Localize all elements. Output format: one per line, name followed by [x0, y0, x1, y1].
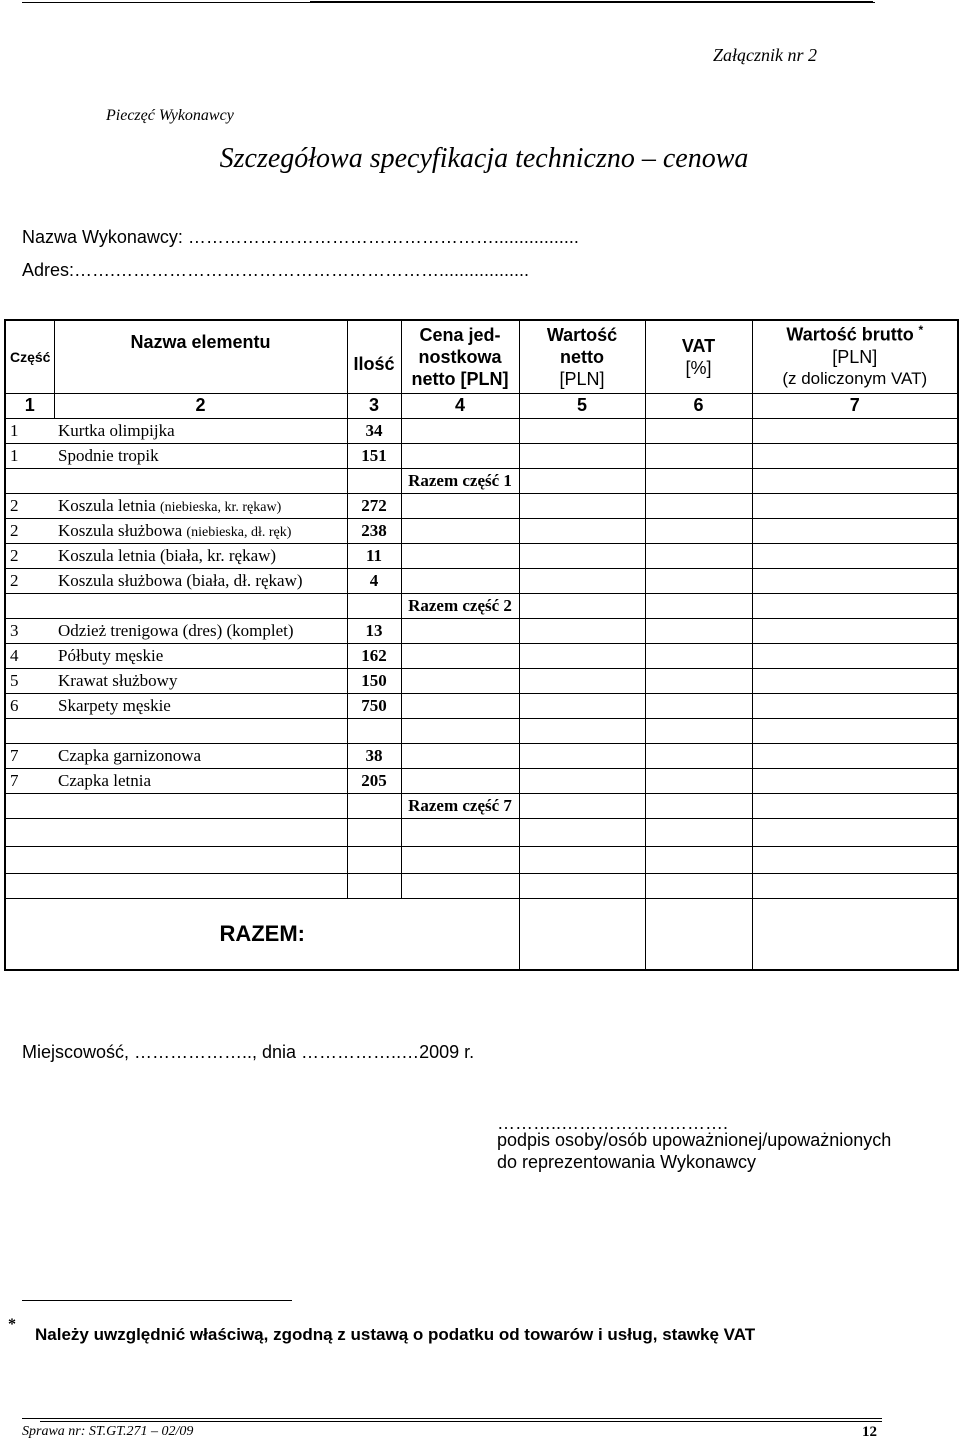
quantity-cell: 162: [347, 643, 401, 668]
footer-case-number: Sprawa nr: ST.GT.271 – 02/09: [22, 1424, 194, 1439]
column-number: 7: [752, 393, 958, 418]
element-name-cell: Spodnie tropik: [54, 443, 347, 468]
element-name-cell: Czapka garnizonowa: [54, 743, 347, 768]
subtotal-row: [5, 468, 958, 493]
contractor-address-field: Adres:…….………………………………………………..................: [22, 260, 530, 280]
place-date-field: Miejscowość, ……………….., dnia ……………..…2009 r.: [22, 1042, 475, 1062]
part-cell: 1: [5, 418, 54, 443]
part-cell: 2: [5, 543, 54, 568]
table-row: [5, 418, 958, 443]
table-row: [5, 668, 958, 693]
quantity-cell: 205: [347, 768, 401, 793]
subtotal-label: Razem część 1: [401, 468, 519, 493]
table-row: [5, 568, 958, 593]
quantity-cell: 150: [347, 668, 401, 693]
total-label: RAZEM:: [5, 898, 519, 970]
subtotal-row: [5, 593, 958, 618]
quantity-cell: 750: [347, 693, 401, 718]
element-name-cell: Koszula służbowa (biała, dł. rękaw): [54, 568, 347, 593]
net-value-cell: [519, 418, 645, 443]
total-net-value: [519, 898, 645, 970]
footer-rule: [22, 1418, 882, 1419]
column-number: 1: [5, 393, 54, 418]
footnote-marker: *: [918, 323, 924, 338]
column-number: 3: [347, 393, 401, 418]
total-gross-value: [752, 898, 958, 970]
stamp-label: Pieczęć Wykonawcy: [106, 107, 234, 124]
element-name-cell: Półbuty męskie: [54, 643, 347, 668]
element-name-cell: Koszula letnia (niebieska, kr. rękaw): [54, 493, 347, 518]
vat-cell: [645, 443, 752, 468]
signature-caption: podpis osoby/osób upoważnionej/upoważnionych: [497, 1130, 892, 1150]
quantity-cell: 4: [347, 568, 401, 593]
column-number: 6: [645, 393, 752, 418]
footer-rule-2: [40, 1421, 882, 1422]
table-row: [5, 543, 958, 568]
unit-price-cell: [401, 418, 519, 443]
unit-price-cell: [401, 443, 519, 468]
part-cell: 3: [5, 618, 54, 643]
specification-table: [4, 319, 959, 971]
quantity-cell: 238: [347, 518, 401, 543]
part-cell: 7: [5, 743, 54, 768]
table-row: [5, 743, 958, 768]
table-row: [5, 643, 958, 668]
table-header-row: [5, 320, 958, 393]
signature-line: ………..……………………….: [497, 1113, 729, 1133]
header-vat: VAT [%]: [645, 320, 752, 393]
element-name-cell: Odzież trenigowa (dres) (komplet): [54, 618, 347, 643]
header-element-name: Nazwa elementu: [54, 320, 347, 393]
quantity-cell: 272: [347, 493, 401, 518]
part-cell: 7: [5, 768, 54, 793]
header-gross-value: Wartość brutto * [PLN] (z doliczonym VAT): [752, 320, 958, 393]
net-value-cell: [519, 443, 645, 468]
subtotal-label: Razem część 2: [401, 593, 519, 618]
table-row: [5, 618, 958, 643]
table-row: [5, 518, 958, 543]
table-row: [5, 693, 958, 718]
table-row: [5, 443, 958, 468]
contractor-name-field: Nazwa Wykonawcy: …………………………………………….................: [22, 227, 579, 247]
column-number: 4: [401, 393, 519, 418]
header-unit-price: Cena jed- nostkowa netto [PLN]: [401, 320, 519, 393]
quantity-cell: 11: [347, 543, 401, 568]
header-quantity: Ilość: [347, 320, 401, 393]
part-cell: 6: [5, 693, 54, 718]
element-name-cell: Czapka letnia: [54, 768, 347, 793]
empty-row: [5, 846, 958, 873]
footnote-text: Należy uwzględnić właściwą, zgodną z ustawą o podatku od towarów i usług, stawkę VAT: [35, 1325, 756, 1344]
part-cell: 4: [5, 643, 54, 668]
top-rule-thick: [310, 1, 873, 3]
element-name-cell: Skarpety męskie: [54, 693, 347, 718]
quantity-cell: 34: [347, 418, 401, 443]
footnote-rule: [22, 1300, 292, 1301]
element-name-cell: Koszula służbowa (niebieska, dł. ręk): [54, 518, 347, 543]
empty-row: [5, 873, 958, 898]
signature-caption-2: do reprezentowania Wykonawcy: [497, 1152, 756, 1172]
header-part: Część: [5, 320, 54, 393]
quantity-cell: 151: [347, 443, 401, 468]
part-cell: 2: [5, 493, 54, 518]
part-cell: 5: [5, 668, 54, 693]
header-net-value: Wartość netto [PLN]: [519, 320, 645, 393]
quantity-cell: 13: [347, 618, 401, 643]
footnote-star: *: [8, 1316, 16, 1333]
footer-page-number: 12: [862, 1424, 877, 1440]
table-row: [5, 768, 958, 793]
annex-label: Załącznik nr 2: [712, 45, 817, 65]
part-cell: 2: [5, 568, 54, 593]
gross-value-cell: [752, 443, 958, 468]
table-row: [5, 493, 958, 518]
subtotal-row: [5, 793, 958, 818]
element-name-cell: Krawat służbowy: [54, 668, 347, 693]
empty-row: [5, 718, 958, 743]
column-number-row: [5, 393, 958, 418]
quantity-cell: 38: [347, 743, 401, 768]
empty-row: [5, 818, 958, 846]
vat-cell: [645, 418, 752, 443]
subtotal-label: Razem część 7: [401, 793, 519, 818]
total-row: [5, 898, 958, 970]
total-vat: [645, 898, 752, 970]
part-cell: 1: [5, 443, 54, 468]
column-number: 2: [54, 393, 347, 418]
part-cell: 2: [5, 518, 54, 543]
page-title: Szczegółowa specyfikacja techniczno – cenowa: [219, 143, 749, 174]
column-number: 5: [519, 393, 645, 418]
gross-value-cell: [752, 418, 958, 443]
element-name-cell: Kurtka olimpijka: [54, 418, 347, 443]
element-name-cell: Koszula letnia (biała, kr. rękaw): [54, 543, 347, 568]
